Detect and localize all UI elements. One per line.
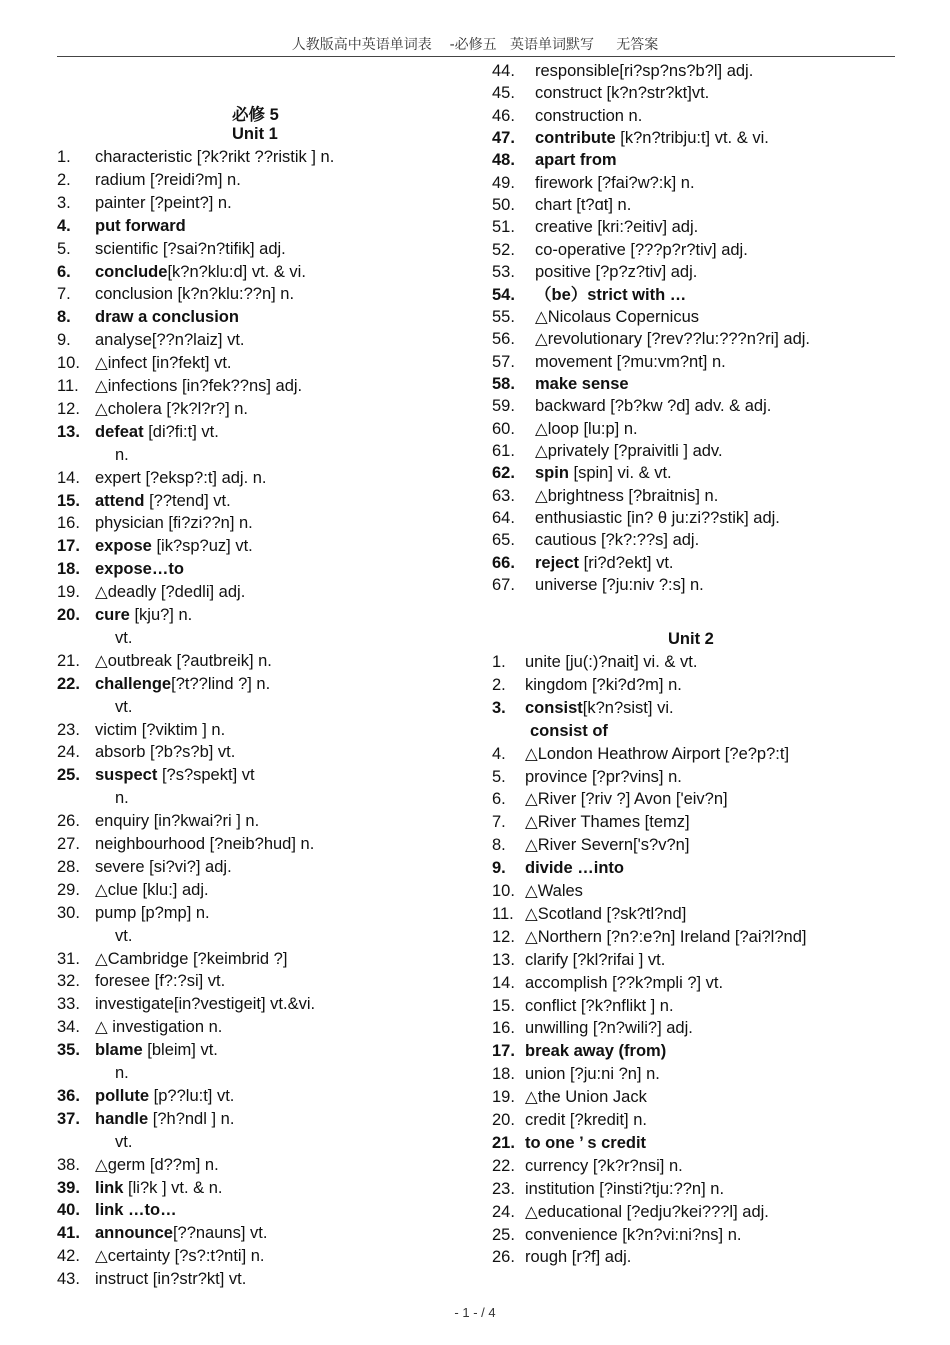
entry-text: foresee [f?:?si] vt. — [95, 972, 226, 991]
entry-text: △outbreak [?autbreik] n. — [95, 651, 272, 670]
entry-number: 61. — [492, 441, 515, 460]
book-title: 必修 5 — [232, 106, 279, 124]
entry-text: convenience [k?n?vi:ni?ns] n. — [525, 1225, 742, 1244]
entry-number: 14. — [492, 973, 515, 992]
entry-number: 26. — [57, 812, 80, 831]
entry-text: △loop [lu:p] n. — [535, 419, 638, 438]
entry-number: 30. — [57, 903, 80, 922]
entry-number: 25. — [57, 766, 80, 785]
entry-number: 46. — [492, 106, 515, 125]
entry-number: 5. — [57, 239, 71, 258]
entry-number: 20. — [57, 606, 80, 624]
entry-number: 4. — [57, 216, 71, 235]
entry-number: 12. — [492, 927, 515, 946]
entry-number: 6. — [492, 790, 506, 809]
entry-text: reject [ri?d?ekt] vt. — [535, 553, 674, 572]
entry-text: co-operative [???p?r?tiv] adj. — [535, 240, 748, 259]
entry-number: 22. — [492, 1156, 515, 1175]
entry-number: 17. — [57, 537, 80, 556]
entry-text: spin [spin] vi. & vt. — [535, 464, 672, 483]
entry-text: vt. — [115, 628, 133, 647]
entry-text: △River [?riv ?] Avon ['eiv?n] — [525, 790, 728, 809]
entry-text: expert [?eksp?:t] adj. n. — [95, 468, 267, 487]
entry-number: 18. — [57, 560, 80, 579]
entry-number: 64. — [492, 509, 515, 527]
entry-text: chart [t?ɑt] n. — [535, 196, 632, 215]
entry-text: conclusion [k?n?klu:??n] n. — [95, 285, 295, 304]
entry-number: 39. — [57, 1178, 80, 1197]
entry-number: 16. — [492, 1019, 515, 1038]
page-number: - 1 - / 4 — [454, 1305, 496, 1320]
entry-number: 38. — [57, 1155, 80, 1174]
entry-text: △the Union Jack — [525, 1088, 647, 1107]
entry-number: 15. — [57, 491, 80, 510]
entry-text: expose…to — [95, 560, 184, 579]
entry-text: △educational [?edju?kei???l] adj. — [525, 1202, 769, 1221]
entry-number: 3. — [492, 698, 506, 717]
entry-text: expose [ik?sp?uz] vt. — [95, 537, 253, 556]
entry-number: 9. — [492, 859, 506, 878]
entry-number: 1. — [57, 148, 71, 166]
entry-text: △River Severn['s?v?n] — [525, 836, 690, 855]
entry-text: △cholera [?k?l?r?] n. — [95, 399, 249, 418]
entry-number: 18. — [492, 1065, 515, 1084]
entry-text: enquiry [in?kwai?ri ] n. — [95, 812, 260, 831]
entry-number: 35. — [57, 1041, 80, 1060]
entry-text: （be）strict with … — [535, 285, 687, 304]
entry-number: 33. — [57, 995, 80, 1014]
entry-text: △Nicolaus Copernicus — [535, 307, 700, 326]
entry-text: institution [?insti?tju:??n] n. — [525, 1179, 725, 1198]
entry-text: physician [fi?zi??n] n. — [95, 514, 253, 533]
entry-number: 8. — [492, 836, 506, 855]
entry-number: 11. — [492, 904, 514, 923]
entry-text: △deadly [?dedli] adj. — [95, 583, 246, 602]
entry-number: 52. — [492, 240, 515, 259]
entry-text: △germ [d??m] n. — [95, 1155, 219, 1174]
entry-number: 56. — [492, 330, 515, 349]
entry-text: △Wales — [525, 882, 583, 900]
entry-number: 66. — [492, 553, 515, 572]
entry-text: n. — [115, 789, 129, 808]
entry-text: currency [?k?r?nsi] n. — [525, 1156, 683, 1175]
entry-number: 44. — [492, 62, 515, 80]
entry-number: 58. — [492, 374, 515, 393]
entry-number: 10. — [57, 354, 80, 373]
entry-text: divide …into — [525, 859, 624, 878]
entry-text: backward [?b?kw ?d] adv. & adj. — [535, 397, 772, 416]
entry-number: 60. — [492, 419, 515, 438]
entry-number: 32. — [57, 972, 80, 991]
entry-text: △ investigation n. — [95, 1018, 223, 1037]
entry-text: △River Thames [temz] — [525, 813, 690, 832]
entry-number: 51. — [492, 218, 515, 237]
entry-text: unwilling [?n?wili?] adj. — [525, 1019, 693, 1038]
entry-number: 23. — [492, 1179, 515, 1198]
entry-text: painter [?peint?] n. — [95, 193, 232, 212]
entry-text: handle [?h?ndl ] n. — [95, 1109, 235, 1128]
entry-text: pump [p?mp] n. — [95, 903, 210, 922]
entry-number: 31. — [57, 949, 80, 968]
entry-number: 16. — [57, 514, 80, 533]
entry-number: 55. — [492, 307, 515, 326]
entry-text: announce[??nauns] vt. — [95, 1224, 268, 1243]
entry-number: 43. — [57, 1270, 80, 1289]
entry-text: △privately [?praivitli ] adv. — [535, 441, 723, 460]
entry-text: vt. — [115, 697, 133, 716]
entry-text: defeat [di?fi:t] vt. — [95, 422, 219, 441]
entry-number: 2. — [57, 170, 71, 189]
entry-text: absorb [?b?s?b] vt. — [95, 743, 236, 762]
entry-text: enthusiastic [in? θ ju:zi??stik] adj. — [535, 509, 780, 527]
entry-text: break away (from) — [525, 1042, 667, 1061]
entry-number: 23. — [57, 720, 80, 739]
entry-number: 21. — [492, 1133, 515, 1152]
entry-number: 62. — [492, 464, 515, 483]
entry-number: 1. — [492, 653, 506, 671]
entry-text: consist[k?n?sist] vi. — [525, 698, 674, 717]
entry-number: 67. — [492, 576, 515, 595]
entry-number: 40. — [57, 1201, 80, 1220]
entry-text: link …to… — [95, 1201, 177, 1220]
entry-text: draw a conclusion — [95, 308, 239, 327]
entry-number: 24. — [57, 743, 80, 762]
entry-text: union [?ju:ni ?n] n. — [525, 1065, 660, 1084]
unit-2-title: Unit 2 — [668, 630, 714, 648]
entry-text: instruct [in?str?kt] vt. — [95, 1270, 247, 1289]
entry-text: △Northern [?n?:e?n] Ireland [?ai?l?nd] — [525, 927, 807, 946]
entry-number: 5. — [492, 767, 506, 786]
entry-number: 45. — [492, 84, 515, 103]
entry-text: universe [?ju:niv ?:s] n. — [535, 576, 704, 595]
entry-number: 29. — [57, 880, 80, 899]
entry-text: investigate[in?vestigeit] vt.&vi. — [95, 995, 316, 1014]
entry-number: 47. — [492, 129, 515, 148]
entry-text: characteristic [?k?rikt ??ristik ] n. — [95, 148, 335, 166]
entry-number: 13. — [57, 422, 80, 441]
entry-number: 53. — [492, 263, 515, 282]
entry-number: 11. — [57, 377, 79, 395]
entry-text: firework [?fai?w?:k] n. — [535, 173, 695, 192]
entry-text: pollute [p??lu:t] vt. — [95, 1086, 235, 1105]
entry-text: province [?pr?vins] n. — [525, 767, 682, 786]
entry-text: apart from — [535, 151, 617, 170]
entry-text: conflict [?k?nflikt ] n. — [525, 996, 674, 1015]
entry-number: 12. — [57, 399, 80, 418]
entry-text: link [li?k ] vt. & n. — [95, 1178, 223, 1197]
entry-number: 10. — [492, 882, 515, 900]
entry-text: cure [kju?] n. — [95, 606, 193, 624]
entry-text: n. — [115, 1064, 129, 1082]
entry-text: △certainty [?s?:t?nti] n. — [95, 1247, 265, 1266]
entry-number: 63. — [492, 486, 515, 505]
entry-number: 48. — [492, 151, 515, 170]
entry-text: credit [?kredit] n. — [525, 1111, 647, 1129]
entry-number: 49. — [492, 173, 515, 192]
entry-text: consist of — [530, 721, 608, 740]
entry-text: rough [r?f] adj. — [525, 1248, 632, 1267]
entry-text: accomplish [??k?mpli ?] vt. — [525, 973, 724, 992]
entry-text: severe [si?vi?] adj. — [95, 857, 232, 876]
entry-number: 27. — [57, 835, 80, 853]
entry-number: 19. — [492, 1088, 515, 1107]
entry-text: clarify [?kl?rifai ] vt. — [525, 950, 666, 969]
entry-text: responsible[ri?sp?ns?b?l] adj. — [535, 62, 754, 80]
entry-number: 2. — [492, 675, 506, 694]
entry-number: 9. — [57, 331, 71, 350]
entry-number: 37. — [57, 1109, 80, 1128]
entry-number: 41. — [57, 1224, 80, 1243]
entry-text: △infections [in?fek??ns] adj. — [95, 377, 303, 395]
entry-text: positive [?p?z?tiv] adj. — [535, 263, 698, 282]
entry-number: 59. — [492, 397, 515, 416]
entry-text: vt. — [115, 926, 133, 945]
entry-number: 50. — [492, 196, 515, 215]
header-divider — [57, 56, 895, 57]
entry-text: cautious [?k?:??s] adj. — [535, 531, 700, 550]
entry-number: 14. — [57, 468, 80, 487]
entry-text: make sense — [535, 374, 629, 393]
entry-number: 42. — [57, 1247, 80, 1266]
entry-number: 4. — [492, 744, 506, 763]
entry-text: creative [kri:?eitiv] adj. — [535, 218, 699, 237]
entry-number: 57. — [492, 352, 515, 371]
entry-text: neighbourhood [?neib?hud] n. — [95, 835, 315, 853]
entry-number: 13. — [492, 950, 515, 969]
entry-number: 65. — [492, 531, 515, 550]
entry-number: 3. — [57, 193, 71, 212]
entry-text: victim [?viktim ] n. — [95, 720, 226, 739]
entry-text: scientific [?sai?n?tifik] adj. — [95, 239, 286, 258]
entry-number: 17. — [492, 1042, 515, 1061]
entry-number: 7. — [57, 285, 71, 304]
entry-number: 36. — [57, 1086, 80, 1105]
entry-text: challenge[?t??lind ?] n. — [95, 674, 271, 693]
entry-text: △London Heathrow Airport [?e?p?:t] — [525, 744, 790, 763]
entry-number: 19. — [57, 583, 80, 602]
entry-number: 6. — [57, 262, 71, 281]
entry-number: 21. — [57, 651, 80, 670]
entry-text: △brightness [?braitnis] n. — [535, 486, 719, 505]
entry-text: kingdom [?ki?d?m] n. — [525, 675, 682, 694]
entry-number: 54. — [492, 285, 515, 304]
entry-text: movement [?mu:vm?nt] n. — [535, 352, 726, 371]
entry-number: 26. — [492, 1248, 515, 1267]
entry-number: 28. — [57, 857, 80, 876]
entry-text: △Cambridge [?keimbrid ?] — [95, 949, 288, 968]
entry-number: 34. — [57, 1018, 80, 1037]
entry-number: 15. — [492, 996, 515, 1015]
entry-text: to one ’ s credit — [525, 1133, 647, 1152]
entry-text: △Scotland [?sk?tl?nd] — [525, 904, 687, 923]
entry-text: radium [?reidi?m] n. — [95, 170, 241, 189]
entry-text: put forward — [95, 216, 186, 235]
entry-number: 8. — [57, 308, 71, 327]
entry-text: △infect [in?fekt] vt. — [95, 354, 232, 373]
entry-text: △revolutionary [?rev??lu:???n?ri] adj. — [535, 330, 811, 349]
entry-text: conclude[k?n?klu:d] vt. & vi. — [95, 262, 306, 281]
unit-1-title: Unit 1 — [232, 125, 278, 143]
entry-number: 7. — [492, 813, 506, 832]
entry-text: n. — [115, 445, 129, 464]
entry-number: 25. — [492, 1225, 515, 1244]
entry-number: 20. — [492, 1111, 515, 1129]
entry-text: construct [k?n?str?kt]vt. — [535, 84, 710, 103]
entry-text: blame [bleim] vt. — [95, 1041, 218, 1060]
entry-number: 24. — [492, 1202, 515, 1221]
entry-number: 22. — [57, 674, 80, 693]
entry-text: vt. — [115, 1132, 133, 1151]
entry-text: construction n. — [535, 106, 643, 125]
entry-text: △clue [klu:] adj. — [95, 880, 209, 899]
entry-text: analyse[??n?laiz] vt. — [95, 331, 245, 350]
page-header-title: 人教版高中英语单词表 -必修五 英语单词默写 无答案 — [291, 37, 659, 53]
entry-text: unite [ju(:)?nait] vi. & vt. — [525, 653, 698, 671]
entry-text: suspect [?s?spekt] vt — [95, 766, 255, 785]
entry-text: attend [??tend] vt. — [95, 491, 231, 510]
entry-text: contribute [k?n?tribju:t] vt. & vi. — [535, 129, 769, 148]
